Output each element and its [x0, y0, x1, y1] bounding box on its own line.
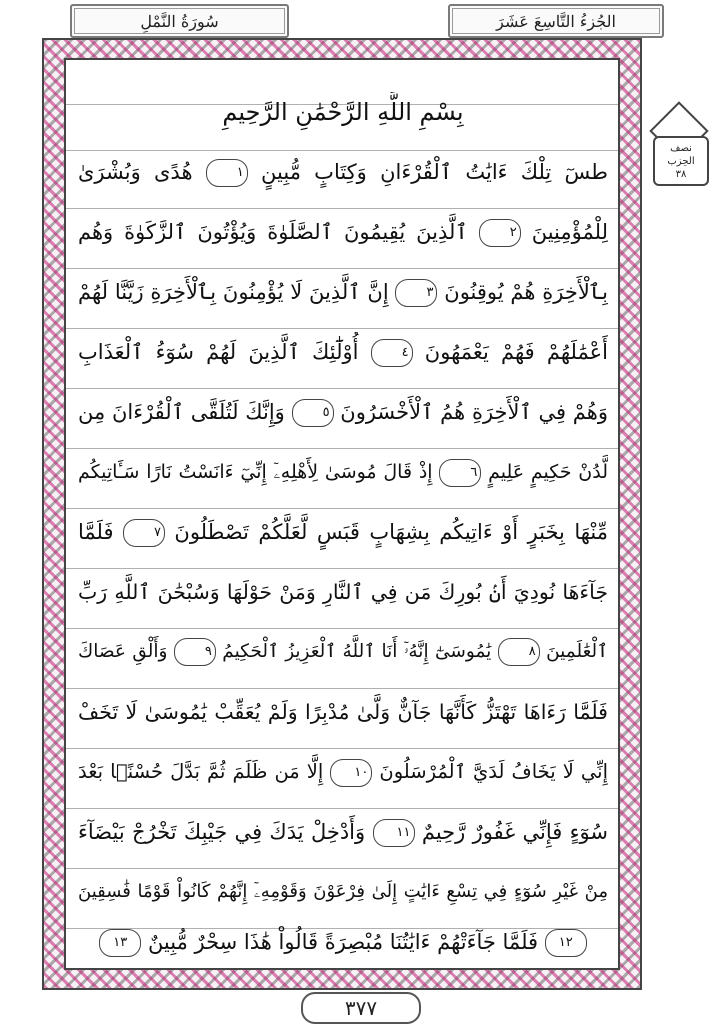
verse-text: لَّدُنْ حَكِيمٍ عَلِيمٍ [488, 461, 608, 483]
hizb-marker-box [653, 136, 709, 186]
ayah-number-marker: ١١ [373, 819, 415, 847]
ayah-number-marker: ٢ [479, 219, 521, 247]
text-line [78, 212, 608, 252]
text-line [78, 392, 608, 432]
ayah-number-marker: ١٠ [330, 759, 372, 787]
ayah-number-marker: ١٢ [545, 929, 587, 957]
verse-text: فَلَمَّا رَءَاهَا تَهْتَزُّ كَأَنَّهَا جَآنٌّ وَلَّىٰ مُدْبِرًا وَلَمْ يُعَقِّبْ يَٰمُوسَىٰ لَا تَخَفْ [78, 700, 608, 724]
verse-text: يَٰمُوسَىٰٓ إِنَّهُۥٓ أَنَا ٱللَّهُ ٱلْعَزِيزُ ٱلْحَكِيمُ [222, 641, 492, 662]
verse-text: فَلَمَّا [78, 520, 114, 544]
verse-text: مِنْ غَيْرِ سُوٓءٍ فِي تِسْعِ ءَايَٰتٍ إِلَىٰ فِرْعَوْنَ وَقَوْمِهِۦٓ إِنَّهُمْ كَانُواْ قَوْمًا فَٰسِقِينَ [78, 881, 608, 902]
hizb-marker [650, 110, 708, 190]
ayah-number-marker: ٥ [292, 399, 334, 427]
verse-text: لِلْمُؤْمِنِينَ [531, 220, 608, 244]
verse-text: ٱلْعَٰلَمِينَ [546, 641, 608, 662]
verse-text: إِلَّا مَن ظَلَمَ ثُمَّ بَدَّلَ حُسْنًۢا بَعْدَ [78, 760, 324, 783]
text-line [78, 812, 608, 852]
text-line [78, 872, 608, 912]
quran-text [78, 60, 608, 960]
text-line [78, 922, 608, 962]
ayah-number-marker: ٣ [395, 279, 437, 307]
text-line [78, 152, 608, 192]
ayah-number-marker: ٦ [439, 459, 481, 487]
basmala: بِسْمِ اللَّهِ الرَّحْمَٰنِ الرَّحِيمِ [222, 98, 464, 126]
ayah-number-marker: ٨ [498, 638, 540, 666]
hizb-marker-label: نصف [670, 142, 692, 154]
verse-text: هُدًى وَبُشْرَىٰ [78, 160, 193, 184]
surah-name-label: سُورَةُ النَّمْلِ [74, 8, 285, 34]
text-line [78, 452, 608, 492]
verse-text: طسٓ تِلْكَ ءَايَٰتُ ٱلْقُرْءَانِ وَكِتَابٍ مُّبِينٍ [261, 160, 608, 184]
verse-text: بِٱلْأَخِرَةِ هُمْ يُوقِنُونَ [444, 280, 608, 304]
verse-text: جَآءَهَا نُودِيَ أَنۢ بُورِكَ مَن فِي ٱلنَّارِ وَمَنْ حَوْلَهَا وَسُبْحَٰنَ ٱللَّهِ رَبِّ [78, 580, 608, 604]
hizb-marker-label: الحِزب [667, 155, 695, 167]
juz-name-label: الجُزءُ التَّاسِعَ عَشَرَ [452, 8, 660, 34]
verse-text: أُوْلَٰٓئِكَ ٱلَّذِينَ لَهُمْ سُوٓءُ ٱلْعَذَابِ [78, 340, 359, 364]
ayah-number-marker: ٧ [123, 519, 165, 547]
verse-text: إِنَّ ٱلَّذِينَ لَا يُؤْمِنُونَ بِٱلْأَخِرَةِ زَيَّنَّا لَهُمْ [78, 280, 389, 304]
verse-text: وَإِنَّكَ لَتُلَقَّى ٱلْقُرْءَانَ مِن [78, 400, 285, 424]
text-line [78, 272, 608, 312]
surah-name-header [70, 4, 289, 38]
verse-text: فَلَمَّا جَآءَتْهُمْ ءَايَٰتُنَا مُبْصِرَةً قَالُواْ هَٰذَا سِحْرٌ مُّبِينٌ [147, 930, 539, 954]
verse-text: أَعْمَٰلَهُمْ فَهُمْ يَعْمَهُونَ [424, 340, 608, 364]
ayah-number-marker: ٩ [174, 638, 216, 666]
verse-text: إِذْ قَالَ مُوسَىٰ لِأَهْلِهِۦٓ إِنِّيٓ ءَانَسْتُ نَارًا سَـَٔاتِيكُم [78, 461, 433, 483]
verse-text: مِّنْهَا بِخَبَرٍ أَوْ ءَاتِيكُم بِشِهَابٍ قَبَسٍ لَّعَلَّكُمْ تَصْطَلُونَ [174, 520, 608, 544]
text-line [78, 332, 608, 372]
page-number: ٣٧٧ [301, 992, 421, 1024]
text-line [78, 752, 608, 792]
text-line [78, 512, 608, 552]
ayah-number-marker: ٤ [371, 339, 413, 367]
text-line [78, 632, 608, 672]
verse-text: سُوٓءٍ فَإِنِّي غَفُورٌ رَّحِيمٌ [421, 820, 608, 844]
ayah-number-marker: ١ [206, 159, 248, 187]
verse-text: إِنِّي لَا يَخَافُ لَدَيَّ ٱلْمُرْسَلُونَ [379, 760, 608, 783]
verse-text: وَأَلْقِ عَصَاكَ [78, 641, 168, 662]
juz-name-header [448, 4, 664, 38]
verse-text: وَأَدْخِلْ يَدَكَ فِي جَيْبِكَ تَخْرُجْ بَيْضَآءَ [78, 820, 366, 844]
text-line [78, 572, 608, 612]
verse-text: ٱلَّذِينَ يُقِيمُونَ ٱلصَّلَوٰةَ وَيُؤْتُونَ ٱلزَّكَوٰةَ وَهُم [78, 220, 468, 244]
verse-text: وَهُمْ فِي ٱلْأَخِرَةِ هُمُ ٱلْأَخْسَرُونَ [340, 400, 608, 424]
ayah-number-marker: ١٣ [99, 929, 141, 957]
text-line [78, 692, 608, 732]
hizb-marker-number: ٣٨ [675, 168, 687, 180]
